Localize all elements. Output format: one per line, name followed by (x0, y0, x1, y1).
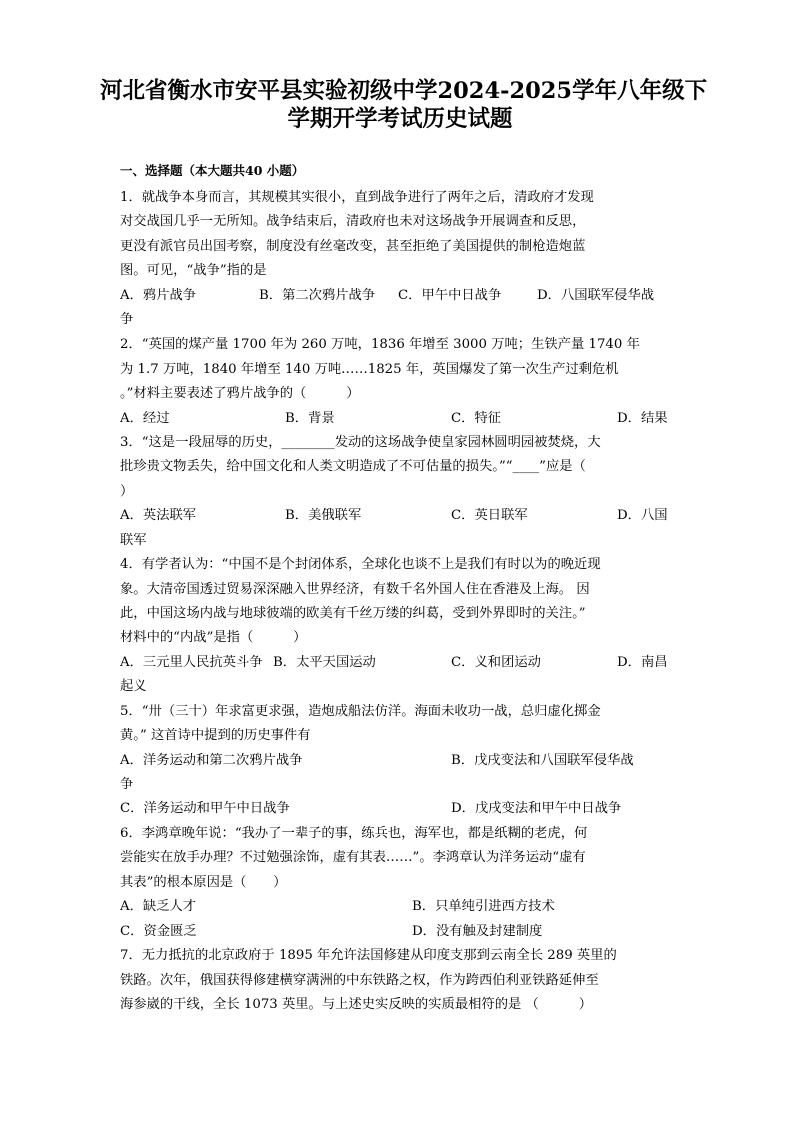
exam-title-line2: 学期开学考试历史试题 (287, 106, 513, 132)
q1-option-d-wrap: 争 (120, 312, 134, 327)
q5-option-d: D．戊戌变法和甲午中日战争 (451, 801, 622, 816)
q7-line: 7．无力抵抗的北京政府于 1895 年允许法国修建从印度支那到云南全长 289 英里的 (120, 948, 617, 963)
q4-option-c: C．义和团运动 (451, 655, 541, 670)
q2-option-c: C．特征 (451, 411, 502, 426)
q1-line: 更没有派官员出国考察，制度没有丝毫改变，甚至拒绝了美国提供的制枪造炮蓝 (120, 239, 586, 254)
q4-line: 4．有学者认为：“中国不是个封闭体系，全球化也谈不上是我们有时以为的晚近现 (120, 557, 601, 572)
exam-title-line1: 河北省衡水市安平县实验初级中学2024-2025学年八年级下 (100, 78, 708, 104)
q2-line: 为 1.7 万吨，1840 年增至 140 万吨……1825 年，英国爆发了第一次生产过剩危机 (120, 362, 619, 377)
q4-option-d-wrap: 起义 (120, 679, 147, 694)
q2-option-b: B．背景 (285, 411, 335, 426)
q3-option-c: C．英日联军 (451, 508, 528, 523)
q3-option-a: A．英法联军 (120, 508, 197, 523)
q3-line: ） (120, 484, 134, 499)
q1-line: 1．就战争本身而言，其规模其实很小，直到战争进行了两年之后，清政府才发现 (120, 190, 594, 205)
q7-line: 海参崴的干线，全长 1073 英里。与上述史实反映的实质最相符的是 （ ） (120, 997, 593, 1012)
q1-line: 图。可见，“战争”指的是 (120, 263, 267, 278)
q5-line: 5．“卅（三十）年求富更求强，造炮成船法仿洋。海面未收功一战，总归虚化掷金 (120, 704, 601, 719)
q4-line: 材料中的“内战”是指（ ） (120, 630, 307, 645)
q1-option-c: C．甲午中日战争 (398, 288, 502, 303)
q5-option-b-wrap: 争 (120, 777, 134, 792)
q3-line: 批珍贵文物丢失，给中国文化和人类文明造成了不可估量的损失。”“____”应是（ (120, 459, 586, 474)
q5-option-a: A．洋务运动和第二次鸦片战争 (120, 753, 303, 768)
q6-option-d: D．没有触及封建制度 (412, 924, 543, 939)
q2-line: 2．“英国的煤产量 1700 年为 260 万吨，1836 年增至 3000 万吨；生铁产量 1740 年 (120, 337, 640, 352)
q4-option-d: D．南昌 (617, 655, 668, 670)
q2-option-a: A．经过 (120, 411, 170, 426)
q6-line: 6．李鸿章晚年说：“我办了一辈子的事，练兵也，海军也，都是纸糊的老虎，何 (120, 826, 588, 841)
q3-option-d: D．八国 (617, 508, 668, 523)
q6-line: 其表”的根本原因是（ ） (120, 875, 287, 890)
q6-option-b: B．只单纯引进西方技术 (412, 899, 555, 914)
q5-option-b: B．戊戌变法和八国联军侵华战 (451, 753, 634, 768)
q6-line: 尝能实在放手办理？不过勉强涂饰，虚有其表……”。李鸿章认为洋务运动“虚有 (120, 850, 586, 865)
q6-option-a: A．缺乏人才 (120, 899, 197, 914)
q3-option-d-wrap: 联军 (120, 533, 147, 548)
q1-line: 对交战国几乎一无所知。战争结束后，清政府也未对这场战争开展调查和反思， (120, 214, 586, 229)
q5-line: 黄。” 这首诗中提到的历史事件有 (120, 728, 311, 743)
q1-option-a: A．鸦片战争 (120, 288, 197, 303)
q3-line: 3．“这是一段屈辱的历史，________发动的这场战争使皇家园林圆明园被焚烧，大 (120, 435, 601, 450)
q7-line: 铁路。次年，俄国获得修建横穿满洲的中东铁路之权，作为跨西伯利亚铁路延伸至 (120, 973, 599, 988)
section-heading: 一、选择题（本大题共40 小题） (120, 163, 305, 178)
q5-option-c: C．洋务运动和甲午中日战争 (120, 801, 290, 816)
q4-line: 此，中国这场内战与地球彼端的欧美有千丝万缕的纠葛，受到外界即时的关注。” (120, 606, 586, 621)
q4-option-a: A．三元里人民抗英斗争 (120, 655, 263, 670)
q4-line: 象。大清帝国透过贸易深深融入世界经济，有数千名外国人住在香港及上海。 因 (120, 582, 590, 597)
q1-option-d: D．八国联军侵华战 (537, 288, 655, 303)
q4-option-b: B．太平天国运动 (273, 655, 376, 670)
q3-option-b: B．美俄联军 (285, 508, 362, 523)
q2-option-d: D．结果 (617, 411, 668, 426)
q6-option-c: C．资金匮乏 (120, 924, 197, 939)
q1-option-b: B．第二次鸦片战争 (259, 288, 376, 303)
q2-line: 。”材料主要表述了鸦片战争的（ ） (120, 386, 360, 401)
